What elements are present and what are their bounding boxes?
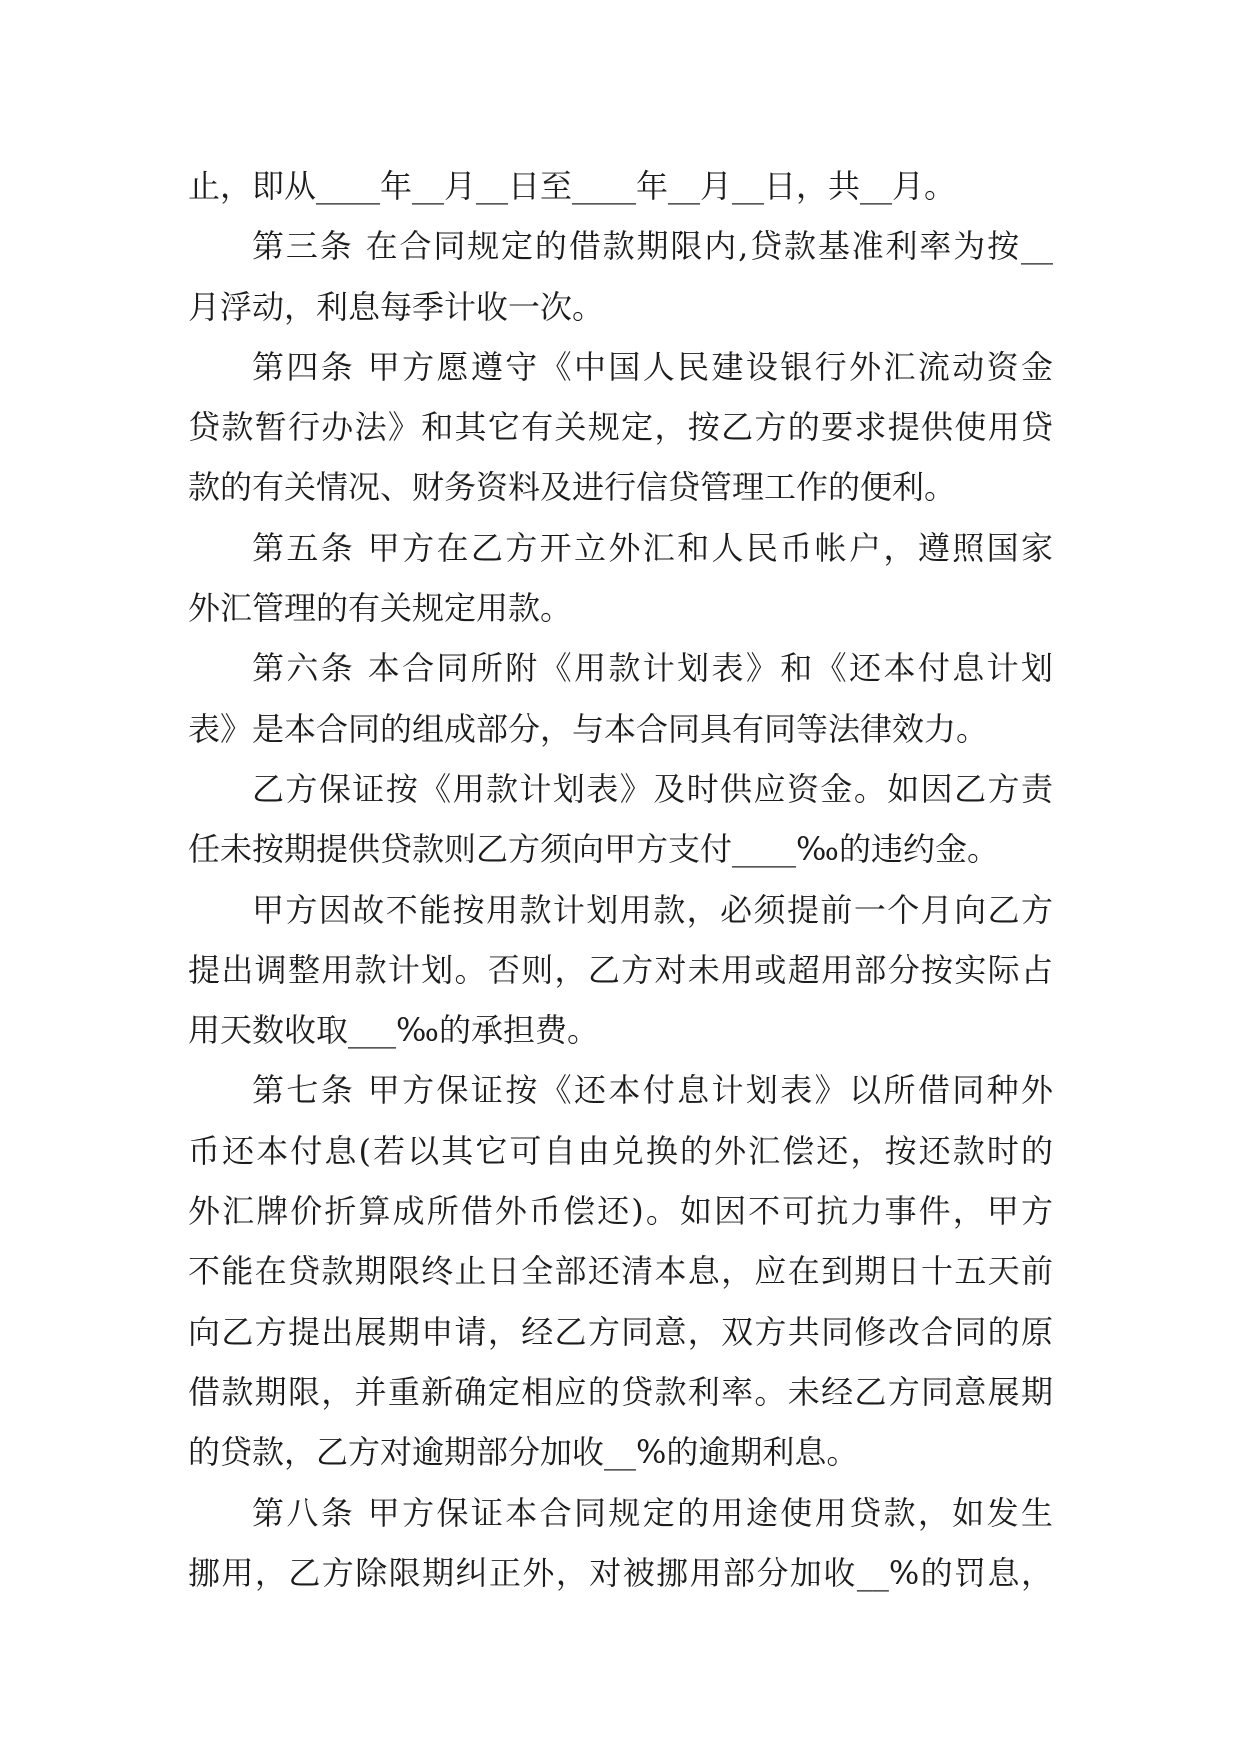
text-line: 表》是本合同的组成部分，与本合同具有同等法律效力。 [188,709,989,748]
article-6-clause-3 [188,880,1053,1061]
article-3-paragraph [188,216,1053,337]
text-line: 币还本付息(若以其它可自由兑换的外汇偿还，按还款时的 [188,1131,1053,1170]
text-line: 第六条 本合同所附《用款计划表》和《还本付息计划 [252,649,1053,688]
text-line: 月浮动，利息每季计收一次。 [188,287,605,326]
article-4-paragraph [188,337,1053,518]
text-line: 向乙方提出展期申请，经乙方同意，双方共同修改合同的原 [188,1312,1053,1351]
text-line: 止，即从____年__月__日至____年__月__日，共__月。 [188,167,957,205]
text-line: 的贷款，乙方对逾期部分加收__%的逾期利息。 [188,1433,859,1472]
text-line: 第四条 甲方愿遵守《中国人民建设银行外汇流动资金 [252,347,1053,386]
text-line: 借款期限，并重新确定相应的贷款利率。未经乙方同意展期 [188,1372,1053,1411]
article-6-paragraph [188,638,1053,759]
text-line: 外汇管理的有关规定用款。 [188,589,573,628]
contract-body [188,156,1053,1603]
text-line: 甲方因故不能按用款计划用款，必须提前一个月向乙方 [252,890,1053,929]
text-line: 外汇牌价折算成所借外币偿还)。如因不可抗力事件，甲方 [188,1192,1053,1231]
text-line: 款的有关情况、财务资料及进行信贷管理工作的便利。 [188,468,957,507]
text-line: 第五条 甲方在乙方开立外汇和人民币帐户，遵照国家 [252,528,1053,567]
text-line: 挪用，乙方除限期纠正外，对被挪用部分加收__%的罚息， [188,1553,1053,1592]
text-line: 用天数收取___‰的承担费。 [188,1011,599,1050]
text-line: 提出调整用款计划。否则，乙方对未用或超用部分按实际占 [188,950,1053,989]
article-6-clause-2 [188,759,1053,880]
text-line: 第七条 甲方保证按《还本付息计划表》以所借同种外 [252,1071,1053,1110]
text-line: 第八条 甲方保证本合同规定的用途使用贷款，如发生 [252,1493,1053,1532]
paragraph-continuation [188,156,1053,216]
text-line: 不能在贷款期限终止日全部还清本息，应在到期日十五天前 [188,1252,1053,1291]
text-line: 任未按期提供贷款则乙方须向甲方支付____‰的违约金。 [188,830,999,869]
article-7-paragraph [188,1060,1053,1482]
text-line: 第三条 在合同规定的借款期限内,贷款基准利率为按__ [252,227,1053,266]
article-5-paragraph [188,518,1053,639]
text-line: 贷款暂行办法》和其它有关规定，按乙方的要求提供使用贷 [188,408,1053,447]
article-8-paragraph [188,1483,1053,1604]
text-line: 乙方保证按《用款计划表》及时供应资金。如因乙方责 [252,769,1053,808]
